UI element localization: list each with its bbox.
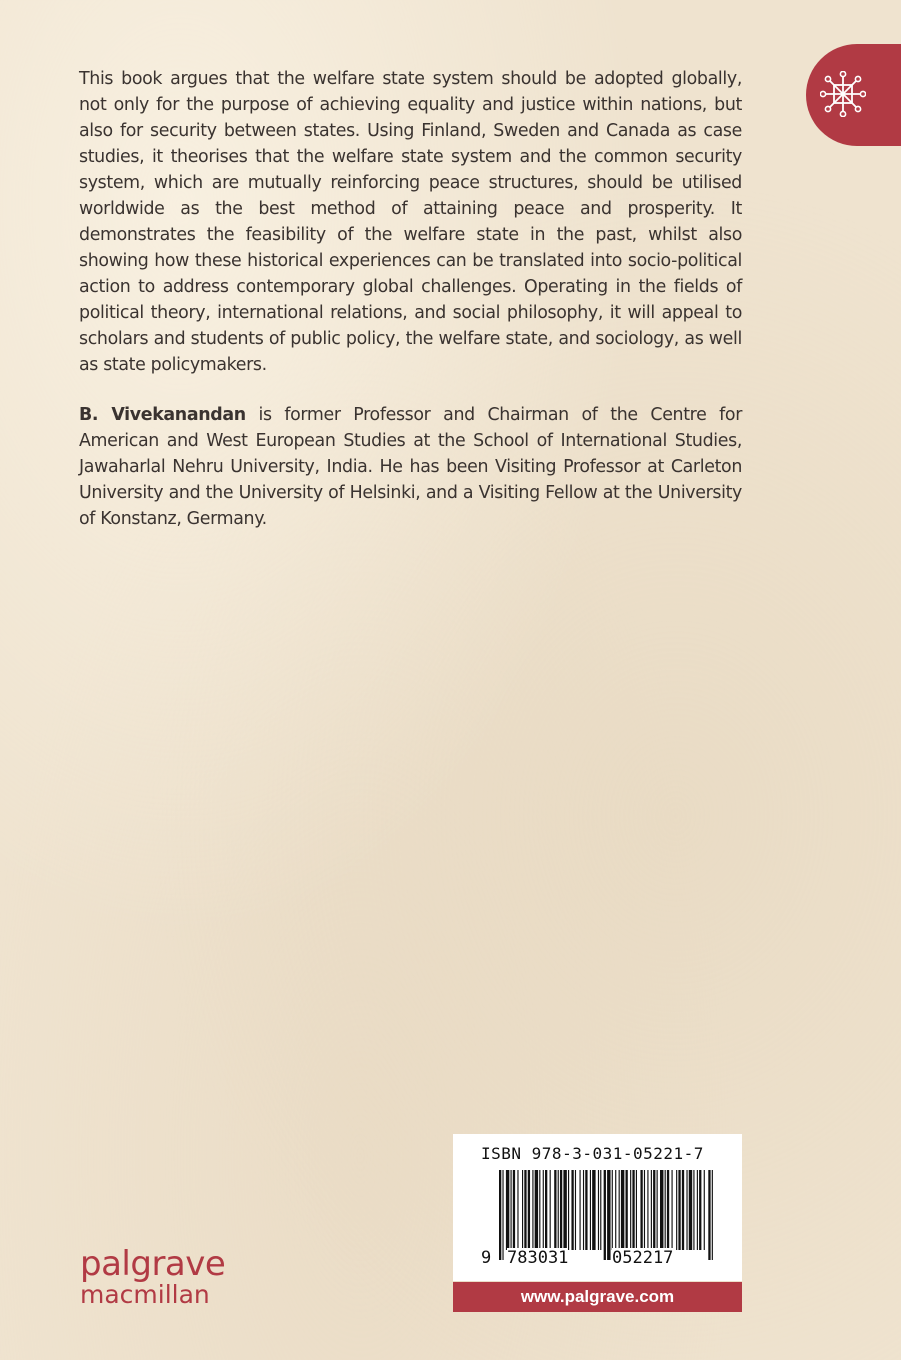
barcode-bar — [612, 1170, 613, 1250]
barcode-bar — [502, 1170, 503, 1260]
barcode-bar — [532, 1170, 533, 1250]
barcode-bar — [522, 1170, 523, 1250]
barcode-bar — [676, 1170, 677, 1250]
barcode-bar — [580, 1170, 581, 1250]
barcode-bar — [657, 1170, 658, 1250]
barcode-bar — [630, 1170, 631, 1250]
barcode-bar — [632, 1170, 634, 1250]
barcode-bar — [704, 1170, 705, 1250]
barcode-bar — [697, 1170, 698, 1250]
book-blurb: This book argues that the welfare state system should be adopted globally, not only for the purpose of achieving equality and justice within nations, but also for security between states. Using Finland, Sweden and Canada as case studies, it theorises that the welfare state system and the common security system, which are mutually reinforcing peace structures, should be utilised worldwide as the best method of attaining peace and prosperity. It demonstrates the feasibility of the welfare state in the past, whilst also showing how these historical experiences can be translated into socio-political action to address contemporary global challenges. Operating in the fields of political theory, international relations, and social philosophy, it will appeal to scholars and students of public policy, the welfare state, and sociology, as well as state policymakers. — [79, 69, 742, 375]
barcode-bar — [571, 1170, 573, 1250]
barcode-bar — [545, 1170, 547, 1250]
barcode-bar — [568, 1170, 569, 1250]
barcode-bar — [600, 1170, 601, 1250]
barcode-bar — [539, 1170, 540, 1250]
barcode-bar — [524, 1170, 526, 1250]
barcode-bar — [499, 1170, 501, 1260]
publisher-corner-badge — [806, 44, 901, 146]
barcode-bar — [640, 1170, 642, 1250]
barcode-bar — [528, 1170, 530, 1250]
barcode-bar — [653, 1170, 655, 1250]
barcode-bar — [554, 1170, 556, 1250]
publisher-logo-line1: palgrave — [80, 1244, 226, 1284]
barcode-bars — [499, 1170, 713, 1260]
barcode-bar — [563, 1170, 566, 1250]
author-name: B. Vivekanandan — [79, 405, 246, 425]
barcode-bar — [665, 1170, 666, 1250]
barcode-bar — [517, 1170, 518, 1250]
barcode-bar — [590, 1170, 591, 1250]
network-star-icon — [820, 71, 866, 117]
barcode — [497, 1170, 717, 1260]
barcode-bar — [560, 1170, 562, 1250]
publisher-logo — [80, 1246, 225, 1308]
barcode-bar — [651, 1170, 652, 1250]
author-bio — [79, 402, 742, 532]
barcode-bar — [672, 1170, 673, 1250]
barcode-bar — [543, 1170, 544, 1250]
barcode-digits-right: 052217 — [612, 1248, 674, 1268]
barcode-bar — [550, 1170, 551, 1250]
barcode-bar — [619, 1170, 620, 1250]
barcode-bar — [535, 1170, 538, 1250]
barcode-bar — [592, 1170, 595, 1250]
barcode-bar — [644, 1170, 645, 1250]
barcode-bar — [693, 1170, 694, 1250]
isbn-barcode-box — [453, 1134, 742, 1281]
barcode-bar — [678, 1170, 680, 1250]
author-bio-text: is former Professor and Chairman of the Centre for American and West European Studies at the School of International Studies, Jawaharlal Nehru University, India. He has been Visiting Professor at Carleton University and the University of Helsinki, and a Visiting Fellow at the University of Konstanz, Germany. — [79, 405, 742, 529]
barcode-bar — [621, 1170, 624, 1250]
barcode-bar — [604, 1170, 606, 1260]
barcode-bar — [506, 1170, 509, 1250]
barcode-digits-left: 783031 — [507, 1248, 569, 1268]
barcode-bar — [558, 1170, 559, 1250]
barcode-bar — [626, 1170, 628, 1250]
barcode-bar — [585, 1170, 587, 1250]
publisher-logo-line2: macmillan — [80, 1280, 210, 1309]
barcode-bar — [667, 1170, 669, 1250]
barcode-digits — [481, 1248, 721, 1270]
barcode-bar — [647, 1170, 648, 1250]
barcode-bar — [511, 1170, 512, 1250]
barcode-digit-first: 9 — [481, 1248, 492, 1268]
barcode-bar — [636, 1170, 637, 1250]
barcode-bar — [615, 1170, 616, 1250]
barcode-bar — [682, 1170, 684, 1250]
back-cover-text — [79, 66, 742, 532]
barcode-bar — [575, 1170, 576, 1250]
barcode-bar — [689, 1170, 692, 1250]
barcode-bar — [583, 1170, 584, 1250]
barcode-bar — [699, 1170, 701, 1250]
barcode-bar — [598, 1170, 599, 1250]
barcode-bar — [686, 1170, 687, 1250]
barcode-bar — [708, 1170, 710, 1260]
barcode-bar — [712, 1170, 713, 1260]
website-link[interactable]: www.palgrave.com — [453, 1282, 742, 1312]
isbn-label: ISBN 978-3-031-05221-7 — [481, 1144, 704, 1163]
barcode-bar — [513, 1170, 515, 1250]
barcode-bar — [660, 1170, 663, 1250]
barcode-bar — [607, 1170, 610, 1260]
